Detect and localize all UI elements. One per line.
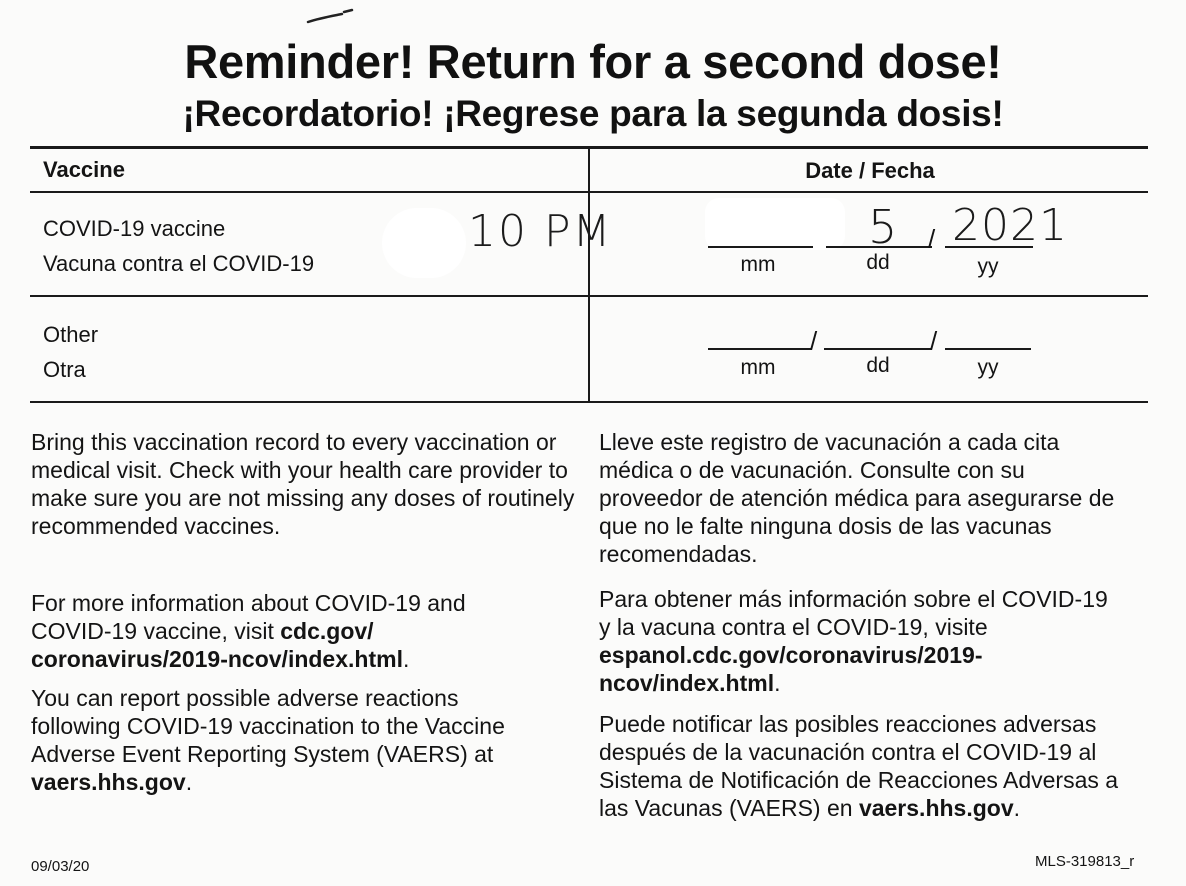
row-covid-vaccine-label — [43, 211, 314, 281]
left-paragraph-2 — [31, 589, 511, 673]
header-vaccine: Vaccine — [43, 157, 125, 182]
mm-line-row2 — [708, 348, 812, 350]
table-column-divider — [588, 146, 590, 402]
left-paragraph-1: Bring this vaccination record to every vaccination or medical visit. Check with your health care provider to make sure you are not missing any doses of routinely recommended vaccines. — [31, 429, 575, 539]
row-covid-label-en: COVID-19 vaccine — [43, 216, 226, 241]
dd-line-row2 — [824, 348, 932, 350]
redaction-blob-date — [705, 198, 845, 250]
right-p2-end: . — [774, 670, 781, 696]
title-english: Reminder! Return for a second dose! — [184, 35, 1002, 88]
right-paragraph-2 — [599, 585, 1124, 697]
vaers-link-es[interactable]: vaers.hhs.gov — [858, 795, 1014, 821]
label-mm-row2: mm — [740, 356, 776, 379]
footer-date: 09/03/20 — [31, 858, 90, 875]
header-date: Date / Fecha — [805, 158, 935, 183]
date-slash-row2-2: / — [930, 326, 938, 356]
date-slash-2: / — [928, 224, 936, 254]
label-mm-row1: mm — [740, 253, 776, 276]
left-paragraph-3 — [31, 684, 551, 796]
date-slash-row2-1: / — [810, 326, 818, 356]
row-other-label-en: Other — [43, 322, 99, 347]
label-dd-row1: dd — [866, 251, 890, 274]
pen-mark — [300, 4, 360, 26]
left-p2-end: . — [402, 646, 410, 672]
redaction-blob-left — [382, 208, 466, 278]
row-other-label — [43, 317, 98, 387]
row-other-label-es: Otra — [43, 357, 86, 382]
cdc-spanish-link[interactable]: espanol.cdc.gov/coronavirus/2019- ncov/index.html — [599, 642, 983, 696]
handwritten-year: 2021 — [952, 200, 1068, 251]
vaers-link-en[interactable]: vaers.hhs.gov — [31, 769, 186, 795]
footer-code: MLS-319813_r — [1035, 853, 1135, 870]
handwritten-day: 5 — [868, 200, 898, 254]
right-paragraph-3 — [599, 710, 1124, 822]
title-spanish: ¡Recordatorio! ¡Regrese para la segunda dosis! — [182, 93, 1004, 134]
label-dd-row2: dd — [866, 354, 890, 377]
mm-line-row1 — [708, 246, 813, 248]
right-p3-end: . — [1013, 795, 1021, 821]
cdc-link[interactable]: cdc.gov/ coronavirus/2019-ncov/index.html — [31, 618, 403, 672]
label-yy-row2: yy — [977, 356, 999, 379]
left-p3-end: . — [185, 769, 193, 795]
handwritten-time: 10 PM — [468, 206, 613, 257]
left-p3-text: You can report possible adverse reactions following COVID-19 vaccination to the Vaccine Adverse Event Reporting System (VAERS) at — [31, 685, 505, 767]
label-yy-row1: yy — [977, 255, 999, 278]
right-p3-text: Puede notificar las posibles reacciones adversas después de la vacunación contra el COVID-19 al Sistema de Notificación de Reacciones Adversas a las Vacunas (VAERS) en — [599, 711, 1119, 821]
right-paragraph-1: Lleve este registro de vacunación a cada cita médica o de vacunación. Consulte con su proveedor de atención médica para asegurarse de que no le falte ninguna dosis de las vacunas recomendadas. — [599, 429, 1115, 567]
left-p2-text: For more information about COVID-19 and COVID-19 vaccine, visit — [31, 590, 466, 644]
row-covid-label-es: Vacuna contra el COVID-19 — [43, 251, 315, 276]
right-p2-text: Para obtener más información sobre el COVID-19 y la vacuna contra el COVID-19, visite — [599, 586, 1108, 640]
yy-line-row2 — [945, 348, 1031, 350]
